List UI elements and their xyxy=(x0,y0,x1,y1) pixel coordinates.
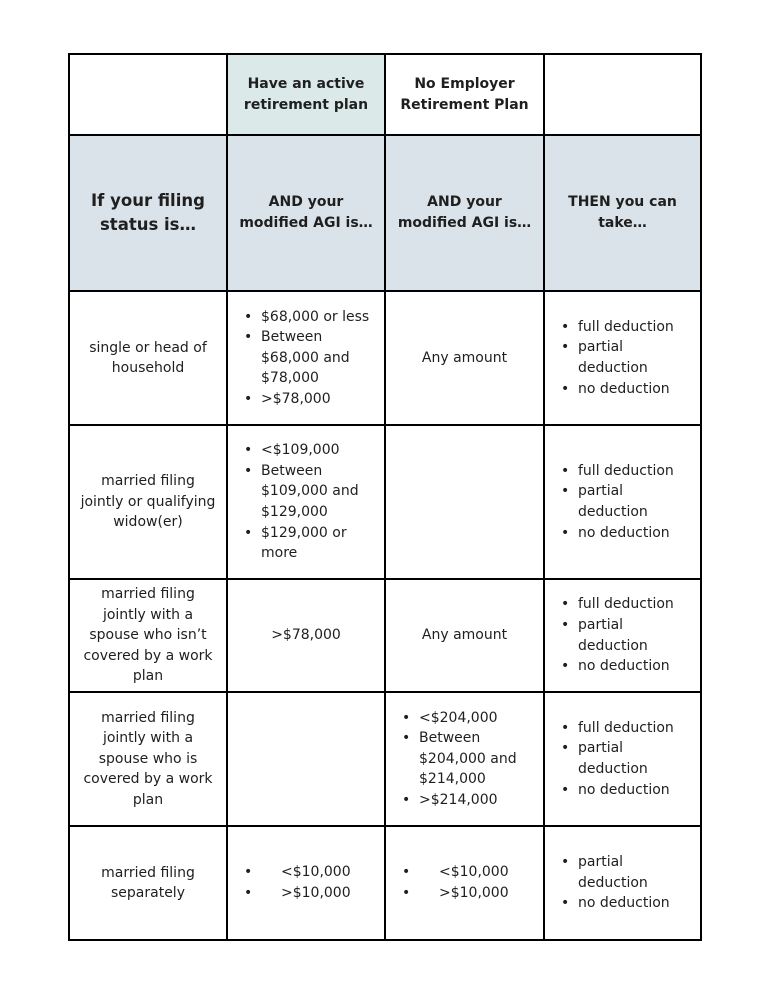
agi-list xyxy=(236,440,376,564)
list-item: • Between $109,000 and $129,000 xyxy=(261,461,376,523)
list-item: • >$10,000 xyxy=(419,883,535,904)
header-no-employer-plan: No Employer Retirement Plan xyxy=(385,54,544,135)
agi-list xyxy=(394,708,535,811)
list-item: • <$10,000 xyxy=(419,862,535,883)
table-row xyxy=(69,425,701,579)
list-item: • full deduction xyxy=(578,594,692,615)
active-plan-cell: >$78,000 xyxy=(227,579,385,692)
table-row xyxy=(69,692,701,826)
deduction-cell xyxy=(544,291,701,425)
no-plan-cell: Any amount xyxy=(385,291,544,425)
list-item: • >$10,000 xyxy=(261,883,376,904)
agi-list xyxy=(236,862,376,903)
no-plan-cell xyxy=(385,692,544,826)
deduction-list xyxy=(553,852,692,914)
deduction-list xyxy=(553,594,692,676)
subheader-then-take: THEN you can take… xyxy=(544,135,701,291)
active-plan-cell xyxy=(227,291,385,425)
header-row xyxy=(69,54,701,135)
header-corner-cell xyxy=(69,54,227,135)
table-row xyxy=(69,291,701,425)
header-active-plan: Have an active retirement plan xyxy=(227,54,385,135)
deduction-cell xyxy=(544,692,701,826)
deduction-cell xyxy=(544,425,701,579)
filing-status-cell: single or head of household xyxy=(69,291,227,425)
active-plan-cell xyxy=(227,692,385,826)
list-item: • $68,000 or less xyxy=(261,307,376,328)
agi-list xyxy=(394,862,535,903)
list-item: • no deduction xyxy=(578,379,692,400)
list-item: • $129,000 or more xyxy=(261,523,376,564)
list-item: • >$214,000 xyxy=(419,790,535,811)
filing-status-cell: married filing jointly with a spouse who is covered by a work plan xyxy=(69,692,227,826)
list-item: • >$78,000 xyxy=(261,389,376,410)
deduction-list xyxy=(553,718,692,800)
list-item: • no deduction xyxy=(578,780,692,801)
table-row xyxy=(69,826,701,940)
list-item: • no deduction xyxy=(578,523,692,544)
filing-status-cell: married filing jointly with a spouse who isn’t covered by a work plan xyxy=(69,579,227,692)
no-plan-cell: Any amount xyxy=(385,579,544,692)
list-item: • <$10,000 xyxy=(261,862,376,883)
list-item: • no deduction xyxy=(578,893,692,914)
list-item: • partial deduction xyxy=(578,738,692,779)
subheader-agi-active: AND your modified AGI is… xyxy=(227,135,385,291)
list-item: • <$109,000 xyxy=(261,440,376,461)
subheader-agi-no-plan: AND your modified AGI is… xyxy=(385,135,544,291)
list-item: • full deduction xyxy=(578,317,692,338)
no-plan-cell xyxy=(385,826,544,940)
deduction-list xyxy=(553,461,692,543)
list-item: • Between $68,000 and $78,000 xyxy=(261,327,376,389)
active-plan-cell xyxy=(227,826,385,940)
deduction-cell xyxy=(544,826,701,940)
list-item: • full deduction xyxy=(578,461,692,482)
list-item: • no deduction xyxy=(578,656,692,677)
no-plan-cell xyxy=(385,425,544,579)
table-row xyxy=(69,579,701,692)
header-empty-cell xyxy=(544,54,701,135)
list-item: • partial deduction xyxy=(578,481,692,522)
list-item: • partial deduction xyxy=(578,615,692,656)
list-item: • partial deduction xyxy=(578,337,692,378)
list-item: • partial deduction xyxy=(578,852,692,893)
filing-status-cell: married filing separately xyxy=(69,826,227,940)
list-item: • Between $204,000 and $214,000 xyxy=(419,728,535,790)
deduction-cell xyxy=(544,579,701,692)
ira-deduction-table xyxy=(68,53,702,941)
list-item: • <$204,000 xyxy=(419,708,535,729)
agi-list xyxy=(236,307,376,410)
active-plan-cell xyxy=(227,425,385,579)
deduction-list xyxy=(553,317,692,399)
list-item: • full deduction xyxy=(578,718,692,739)
subheader-row xyxy=(69,135,701,291)
filing-status-cell: married filing jointly or qualifying widow(er) xyxy=(69,425,227,579)
subheader-filing-status: If your filing status is… xyxy=(69,135,227,291)
